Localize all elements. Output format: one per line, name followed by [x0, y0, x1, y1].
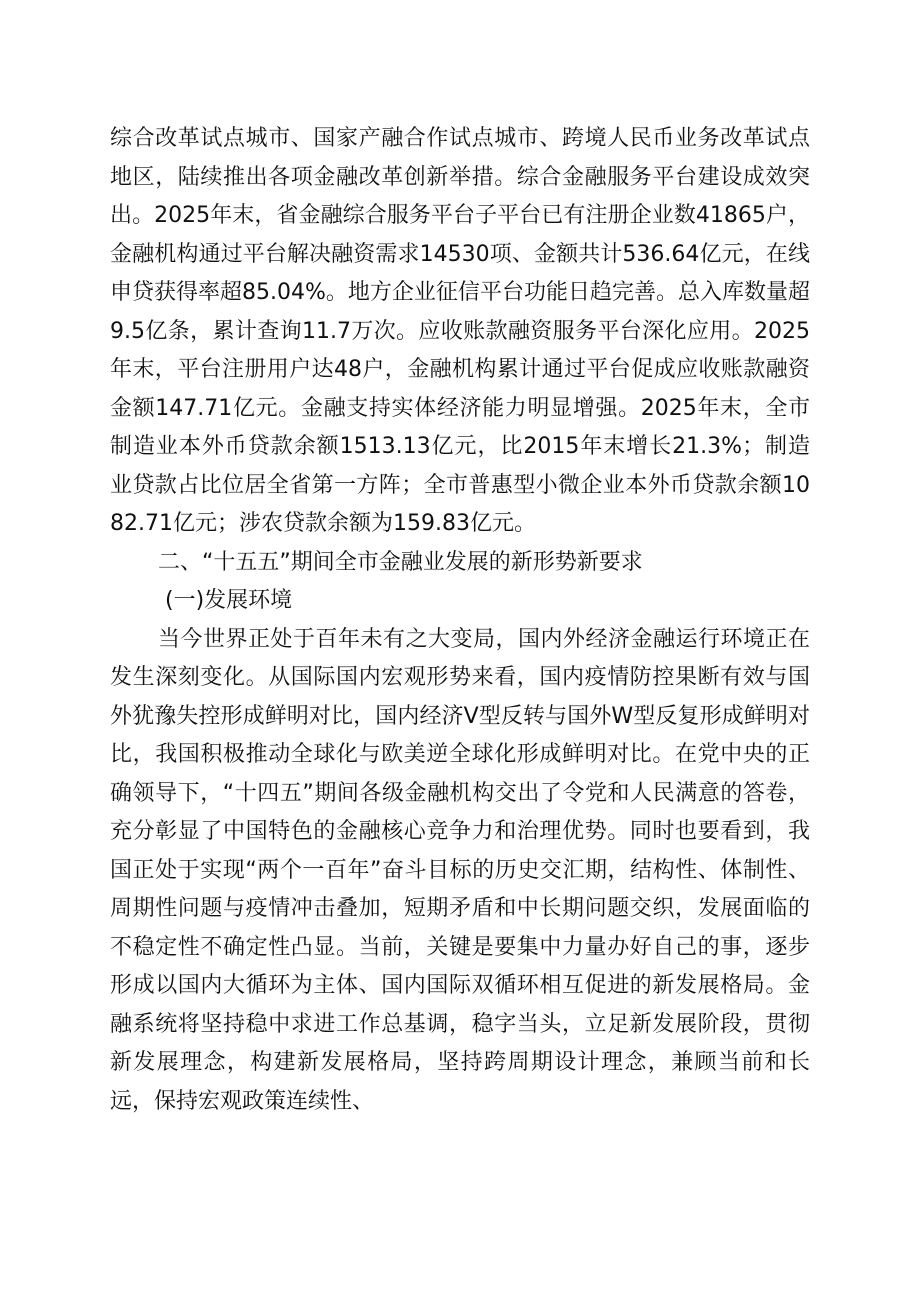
section-heading: 二、“十五五”期间全市金融业发展的新形势新要求	[158, 549, 643, 575]
paragraph-development-environment: 当今世界正处于百年未有之大变局，国内外经济金融运行环境正在发生深刻变化。从国际国内宏观形势来看，国内疫情防控果断有效与国外犹豫失控形成鲜明对比，国内经济V型反转与国外W型反复形成鲜明对比，我国积极推动全球化与欧美逆全球化形成鲜明对比。在党中央的正确领导下，“十四五”期间各级金融机构交出了令党和人民满意的答卷，充分彰显了中国特色的金融核心竞争力和治理优势。同时也要看到，我国正处于实现“两个一百年”奋斗目标的历史交汇期，结构性、体制性、周期性问题与疫情冲击叠加，短期矛盾和中长期问题交织，发展面临的不稳定性不确定性凸显。当前，关键是要集中力量办好自己的事，逐步形成以国内大循环为主体、国内国际双循环相互促进的新发展格局。金融系统将坚持稳中求进工作总基调，稳字当头，立足新发展阶段，贯彻新发展理念，构建新发展格局，坚持跨周期设计理念，兼顾当前和长远，保持宏观政策连续性、	[110, 626, 810, 1114]
paragraph-financial-reform: 综合改革试点城市、国家产融合作试点城市、跨境人民币业务改革试点地区，陆续推出各项金融改革创新举措。综合金融服务平台建设成效突出。2025年末，省金融综合服务平台子平台已有注册企业数41865户，金融机构通过平台解决融资需求14530项、金额共计536.64亿元，在线申贷获得率超85.04%。地方企业征信平台功能日趋完善。总入库数量超9.5亿条，累计查询11.7万次。应收账款融资服务平台深化应用。2025年末，平台注册用户达48户，金融机构累计通过平台促成应收账款融资金额147.71亿元。金融支持实体经济能力明显增强。2025年末，全市制造业本外币贷款余额1513.13亿元，比2015年末增长21.3%；制造业贷款占比位居全省第一方阵；全市普惠型小微企业本外币贷款余额1082.71亿元；涉农贷款余额为159.83亿元。	[110, 126, 810, 536]
subsection-heading: (一)发展环境	[165, 588, 293, 613]
document-body	[110, 120, 810, 1121]
